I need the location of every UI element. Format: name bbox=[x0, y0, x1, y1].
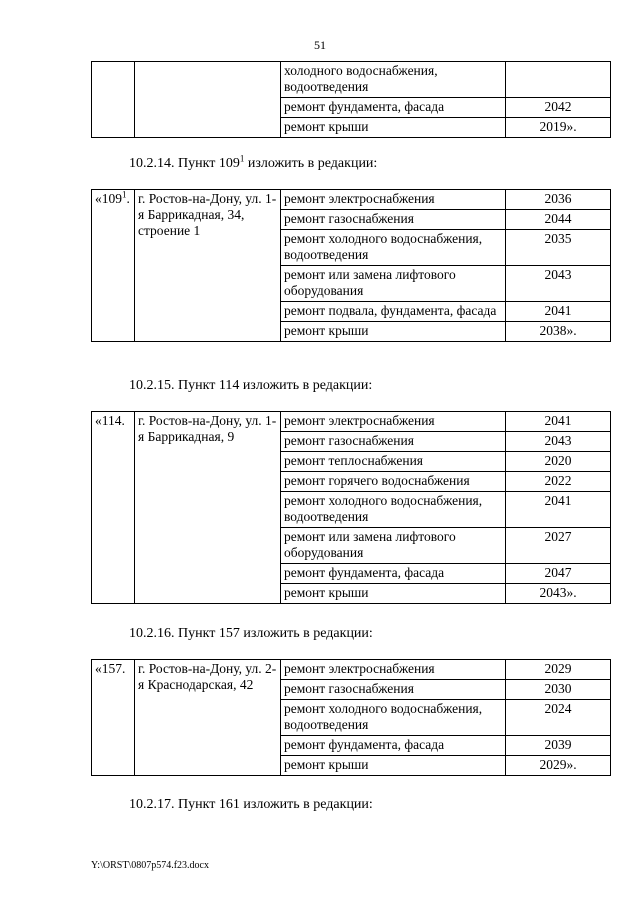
year-cell: 2024 bbox=[506, 700, 611, 736]
number-cell: «114. bbox=[92, 412, 135, 604]
year-cell: 2019». bbox=[506, 118, 611, 138]
instruction-10-2-16: 10.2.16. Пункт 157 изложить в редакции: bbox=[129, 626, 373, 641]
work-cell: ремонт или замена лифтового оборудования bbox=[281, 266, 506, 302]
work-cell: ремонт электроснабжения bbox=[281, 412, 506, 432]
item-number: «109 bbox=[95, 191, 122, 206]
page-number: 51 bbox=[314, 38, 326, 52]
item-number-tail: . bbox=[126, 191, 130, 206]
year-cell: 2038». bbox=[506, 322, 611, 342]
work-cell: ремонт крыши bbox=[281, 118, 506, 138]
work-cell: ремонт газоснабжения bbox=[281, 680, 506, 700]
year-cell: 2030 bbox=[506, 680, 611, 700]
instruction-10-2-17: 10.2.17. Пункт 161 изложить в редакции: bbox=[129, 797, 373, 812]
instruction-text: 10.2.14. Пункт 109 bbox=[129, 156, 240, 171]
number-cell bbox=[92, 190, 135, 342]
address-cell: г. Ростов-на-Дону, ул. 1-я Баррикадная, 9 bbox=[135, 412, 281, 604]
year-cell: 2036 bbox=[506, 190, 611, 210]
year-cell: 2042 bbox=[506, 98, 611, 118]
year-cell: 2044 bbox=[506, 210, 611, 230]
year-cell: 2035 bbox=[506, 230, 611, 266]
instruction-10-2-15: 10.2.15. Пункт 114 изложить в редакции: bbox=[129, 378, 373, 393]
instruction-text-tail: изложить в редакции: bbox=[244, 156, 378, 171]
work-cell: ремонт холодного водоснабжения, водоотведения bbox=[281, 492, 506, 528]
year-cell: 2043 bbox=[506, 432, 611, 452]
work-cell: ремонт электроснабжения bbox=[281, 190, 506, 210]
work-cell: ремонт горячего водоснабжения bbox=[281, 472, 506, 492]
year-cell: 2041 bbox=[506, 412, 611, 432]
work-cell: ремонт или замена лифтового оборудования bbox=[281, 528, 506, 564]
table-row bbox=[92, 660, 611, 680]
address-cell: г. Ростов-на-Дону, ул. 1-я Баррикадная, 34, строение 1 bbox=[135, 190, 281, 342]
work-cell: ремонт газоснабжения bbox=[281, 432, 506, 452]
work-cell: ремонт холодного водоснабжения, водоотведения bbox=[281, 700, 506, 736]
year-cell: 2029». bbox=[506, 756, 611, 776]
instruction-10-2-14 bbox=[129, 153, 378, 172]
instruction-superscript: 1 bbox=[239, 153, 245, 164]
year-cell bbox=[506, 62, 611, 98]
work-cell: ремонт фундамента, фасада bbox=[281, 736, 506, 756]
table-item-109-1 bbox=[91, 189, 611, 342]
work-cell: ремонт электроснабжения bbox=[281, 660, 506, 680]
work-cell: ремонт теплоснабжения bbox=[281, 452, 506, 472]
work-cell: ремонт крыши bbox=[281, 322, 506, 342]
year-cell: 2043 bbox=[506, 266, 611, 302]
number-cell: «157. bbox=[92, 660, 135, 776]
year-cell: 2041 bbox=[506, 302, 611, 322]
year-cell: 2041 bbox=[506, 492, 611, 528]
table-row bbox=[92, 62, 611, 98]
work-cell: ремонт фундамента, фасада bbox=[281, 98, 506, 118]
work-cell: ремонт крыши bbox=[281, 756, 506, 776]
address-cell bbox=[135, 62, 281, 138]
year-cell: 2020 bbox=[506, 452, 611, 472]
table-item-114 bbox=[91, 411, 611, 604]
number-cell bbox=[92, 62, 135, 138]
table-item-157 bbox=[91, 659, 611, 776]
year-cell: 2022 bbox=[506, 472, 611, 492]
item-number-superscript: 1 bbox=[122, 189, 127, 200]
work-cell: ремонт крыши bbox=[281, 584, 506, 604]
continuation-table bbox=[91, 61, 611, 138]
address-cell: г. Ростов-на-Дону, ул. 2-я Краснодарская, 42 bbox=[135, 660, 281, 776]
work-cell: ремонт подвала, фундамента, фасада bbox=[281, 302, 506, 322]
year-cell: 2029 bbox=[506, 660, 611, 680]
work-cell: ремонт холодного водоснабжения, водоотведения bbox=[281, 230, 506, 266]
year-cell: 2047 bbox=[506, 564, 611, 584]
file-path-footer: Y:\ORST\0807p574.f23.docx bbox=[91, 860, 209, 871]
work-cell: холодного водоснабжения, водоотведения bbox=[281, 62, 506, 98]
year-cell: 2027 bbox=[506, 528, 611, 564]
table-row bbox=[92, 412, 611, 432]
work-cell: ремонт фундамента, фасада bbox=[281, 564, 506, 584]
year-cell: 2039 bbox=[506, 736, 611, 756]
table-row bbox=[92, 190, 611, 210]
work-cell: ремонт газоснабжения bbox=[281, 210, 506, 230]
year-cell: 2043». bbox=[506, 584, 611, 604]
